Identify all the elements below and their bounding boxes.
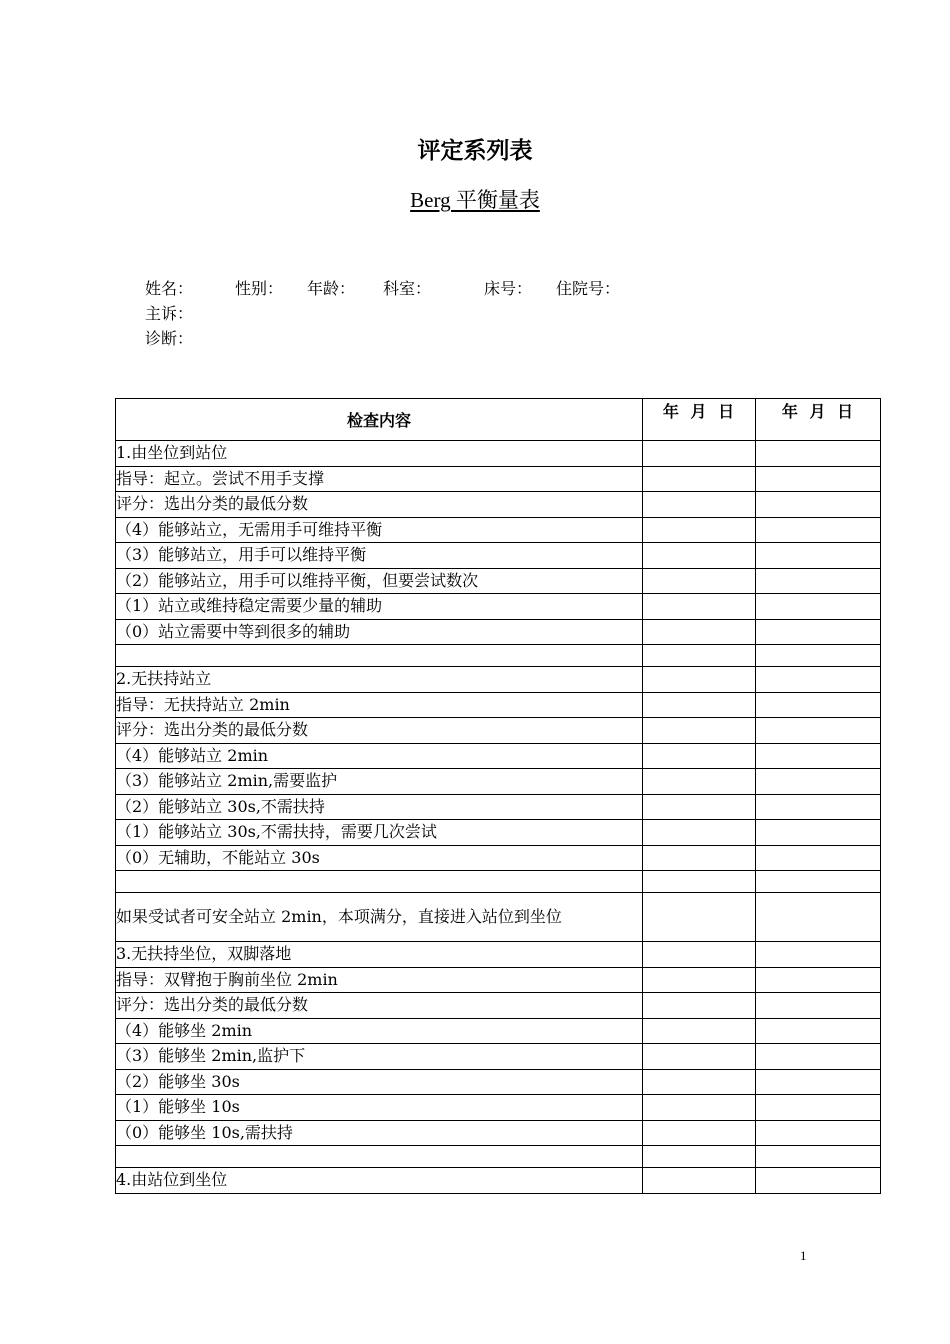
score-cell-2[interactable] <box>756 769 881 795</box>
item-text: 评分：选出分类的最低分数 <box>116 492 643 518</box>
bed-label: 床号： <box>484 279 533 298</box>
item-text: （3）能够站立，用手可以维持平衡 <box>116 543 643 569</box>
table-row <box>116 743 881 769</box>
item-text: （2）能够站立 30s,不需扶持 <box>116 794 643 820</box>
score-cell-2[interactable] <box>756 667 881 693</box>
score-cell-2[interactable] <box>756 1095 881 1121</box>
score-cell-1[interactable] <box>643 993 756 1019</box>
score-cell-1[interactable] <box>643 692 756 718</box>
document-subtitle: Berg 平衡量表 <box>410 188 540 212</box>
score-cell-2[interactable] <box>756 1168 881 1194</box>
item-text <box>116 1146 643 1168</box>
score-cell-1[interactable] <box>643 1146 756 1168</box>
item-text: 如果受试者可安全站立 2min，本项满分，直接进入站位到坐位 <box>116 893 643 942</box>
score-cell-1[interactable] <box>643 568 756 594</box>
item-text: 指导：起立。尝试不用手支撑 <box>116 466 643 492</box>
score-cell-2[interactable] <box>756 1018 881 1044</box>
item-text: 指导：无扶持站立 2min <box>116 692 643 718</box>
page-number: 1 <box>800 1248 807 1263</box>
score-cell-1[interactable] <box>643 492 756 518</box>
score-cell-1[interactable] <box>643 1044 756 1070</box>
header-content: 检查内容 <box>116 399 643 441</box>
score-cell-2[interactable] <box>756 942 881 968</box>
score-cell-2[interactable] <box>756 594 881 620</box>
score-cell-2[interactable] <box>756 517 881 543</box>
score-cell-1[interactable] <box>643 1120 756 1146</box>
item-text: （3）能够坐 2min,监护下 <box>116 1044 643 1070</box>
score-cell-1[interactable] <box>643 645 756 667</box>
score-cell-1[interactable] <box>643 1069 756 1095</box>
score-cell-2[interactable] <box>756 893 881 942</box>
score-cell-1[interactable] <box>643 441 756 467</box>
item-text: （4）能够坐 2min <box>116 1018 643 1044</box>
table-row <box>116 1044 881 1070</box>
item-text: 4.由站位到坐位 <box>116 1168 643 1194</box>
table-row <box>116 967 881 993</box>
score-cell-2[interactable] <box>756 820 881 846</box>
score-cell-1[interactable] <box>643 667 756 693</box>
score-cell-1[interactable] <box>643 967 756 993</box>
item-text: （1）能够坐 10s <box>116 1095 643 1121</box>
table-row <box>116 667 881 693</box>
score-cell-2[interactable] <box>756 1044 881 1070</box>
table-row <box>116 441 881 467</box>
score-cell-2[interactable] <box>756 1146 881 1168</box>
score-cell-2[interactable] <box>756 543 881 569</box>
table-row <box>116 820 881 846</box>
item-text: 指导：双臂抱于胸前坐位 2min <box>116 967 643 993</box>
item-text: （4）能够站立 2min <box>116 743 643 769</box>
score-cell-2[interactable] <box>756 794 881 820</box>
table-row <box>116 893 881 942</box>
blank-row <box>116 871 881 893</box>
score-cell-2[interactable] <box>756 692 881 718</box>
item-text: （2）能够坐 30s <box>116 1069 643 1095</box>
item-text <box>116 645 643 667</box>
table-row <box>116 1120 881 1146</box>
department-label: 科室： <box>383 279 432 298</box>
score-cell-2[interactable] <box>756 718 881 744</box>
berg-assessment-table <box>115 398 881 1194</box>
score-cell-2[interactable] <box>756 967 881 993</box>
score-cell-2[interactable] <box>756 743 881 769</box>
diagnosis-label: 诊断： <box>145 329 194 348</box>
table-row <box>116 492 881 518</box>
blank-row <box>116 645 881 667</box>
score-cell-1[interactable] <box>643 543 756 569</box>
table-row <box>116 619 881 645</box>
table-row <box>116 1168 881 1194</box>
score-cell-2[interactable] <box>756 1069 881 1095</box>
name-label: 姓名： <box>145 279 194 298</box>
table-row <box>116 568 881 594</box>
document-title: 评定系列表 <box>417 138 533 164</box>
complaint-label: 主诉： <box>145 304 194 323</box>
header-date-2: 年 月 日 <box>756 399 881 441</box>
score-cell-1[interactable] <box>643 845 756 871</box>
score-cell-1[interactable] <box>643 517 756 543</box>
item-text: （0）能够坐 10s,需扶持 <box>116 1120 643 1146</box>
score-cell-2[interactable] <box>756 466 881 492</box>
score-cell-1[interactable] <box>643 718 756 744</box>
table-row <box>116 594 881 620</box>
table-row <box>116 769 881 795</box>
item-text: （0）无辅助，不能站立 30s <box>116 845 643 871</box>
score-cell-2[interactable] <box>756 993 881 1019</box>
score-cell-1[interactable] <box>643 1018 756 1044</box>
score-cell-2[interactable] <box>756 845 881 871</box>
score-cell-1[interactable] <box>643 1168 756 1194</box>
item-text: （4）能够站立，无需用手可维持平衡 <box>116 517 643 543</box>
table-row <box>116 466 881 492</box>
table-row <box>116 993 881 1019</box>
table-row <box>116 543 881 569</box>
item-text: 评分：选出分类的最低分数 <box>116 718 643 744</box>
item-text: （1）站立或维持稳定需要少量的辅助 <box>116 594 643 620</box>
item-text: 1.由坐位到站位 <box>116 441 643 467</box>
score-cell-1[interactable] <box>643 743 756 769</box>
item-text: （3）能够站立 2min,需要监护 <box>116 769 643 795</box>
score-cell-1[interactable] <box>643 466 756 492</box>
score-cell-1[interactable] <box>643 1095 756 1121</box>
score-cell-2[interactable] <box>756 871 881 893</box>
score-cell-2[interactable] <box>756 645 881 667</box>
table-row <box>116 845 881 871</box>
table-row <box>116 942 881 968</box>
score-cell-1[interactable] <box>643 594 756 620</box>
item-text <box>116 871 643 893</box>
header-date-1: 年 月 日 <box>643 399 756 441</box>
table-row <box>116 1095 881 1121</box>
score-cell-2[interactable] <box>756 568 881 594</box>
score-cell-1[interactable] <box>643 769 756 795</box>
item-text: 评分：选出分类的最低分数 <box>116 993 643 1019</box>
score-cell-2[interactable] <box>756 1120 881 1146</box>
item-text: 3.无扶持坐位，双脚落地 <box>116 942 643 968</box>
table-row <box>116 692 881 718</box>
gender-label: 性别： <box>235 279 284 298</box>
item-text: （0）站立需要中等到很多的辅助 <box>116 619 643 645</box>
blank-row <box>116 1146 881 1168</box>
item-text: 2.无扶持站立 <box>116 667 643 693</box>
table-row <box>116 517 881 543</box>
score-cell-1[interactable] <box>643 893 756 942</box>
score-cell-2[interactable] <box>756 441 881 467</box>
table-row <box>116 718 881 744</box>
score-cell-2[interactable] <box>756 492 881 518</box>
table-header-row <box>116 399 881 441</box>
score-cell-1[interactable] <box>643 794 756 820</box>
admission-number-label: 住院号： <box>556 279 621 298</box>
item-text: （1）能够站立 30s,不需扶持，需要几次尝试 <box>116 820 643 846</box>
score-cell-1[interactable] <box>643 820 756 846</box>
score-cell-2[interactable] <box>756 619 881 645</box>
table-row <box>116 1069 881 1095</box>
score-cell-1[interactable] <box>643 942 756 968</box>
item-text: （2）能够站立，用手可以维持平衡，但要尝试数次 <box>116 568 643 594</box>
table-row <box>116 1018 881 1044</box>
age-label: 年龄： <box>307 279 356 298</box>
table-row <box>116 794 881 820</box>
score-cell-1[interactable] <box>643 871 756 893</box>
score-cell-1[interactable] <box>643 619 756 645</box>
